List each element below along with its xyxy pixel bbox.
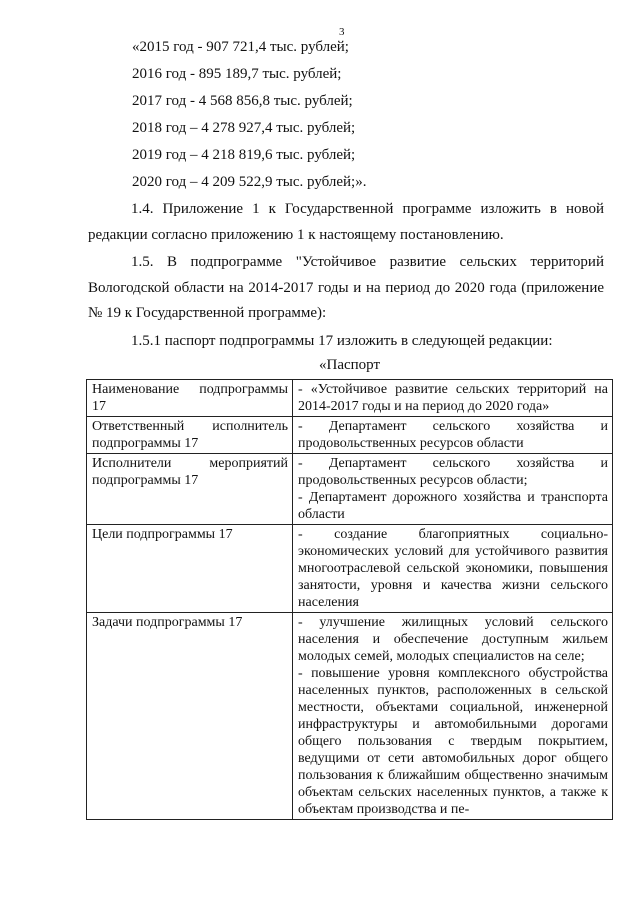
funding-year-2018: 2018 год – 4 278 927,4 тыс. рублей; [132, 120, 356, 136]
row-value-name: - «Устойчивое развитие сельских территорий на 2014-2017 годы и на период до 2020 года» [293, 380, 613, 417]
row-value-tasks [293, 613, 613, 820]
row-value-executors [293, 454, 613, 525]
paragraph-1-5-1-text: 1.5.1 паспорт подпрограммы 17 изложить в следующей редакции: [131, 333, 553, 349]
table-row [87, 525, 613, 613]
paragraph-1-4 [88, 197, 604, 248]
tasks-item-2: - повышение уровня комплексного обустройства населенных пунктов, расположенных в сельской местности, объектами социальной, инженерной инфраструктуры и автомобильными дорогами общего пользования с твердым покрытием, ведущими от сети автомобильных дорог общего пользования к ближайшим общественно значимым объектам сельских населенных пунктов, а также к объектам производства и пе- [298, 666, 608, 817]
funding-year-2016: 2016 год - 895 189,7 тыс. рублей; [132, 66, 342, 82]
funding-year-2019: 2019 год – 4 218 819,6 тыс. рублей; [132, 147, 356, 163]
row-value-responsible: - Департамент сельского хозяйства и продовольственных ресурсов области [293, 417, 613, 454]
table-row [87, 613, 613, 820]
funding-year-2020: 2020 год – 4 209 522,9 тыс. рублей;». [132, 174, 367, 190]
row-value-goals: - создание благоприятных социально-экономических условий для устойчивого развития многоотраслевой сельской экономики, повышения занятости, уровня и качества жизни сельского населения [293, 525, 613, 613]
table-row [87, 417, 613, 454]
row-label-tasks: Задачи подпрограммы 17 [87, 613, 293, 820]
paragraph-1-4-text: 1.4. Приложение 1 к Государственной программе изложить в новой редакции согласно приложению 1 к настоящему постановлению. [88, 201, 604, 243]
executors-item-1: - Департамент сельского хозяйства и продовольственных ресурсов области; [298, 456, 608, 488]
row-label-responsible: Ответственный исполнитель подпрограммы 17 [87, 417, 293, 454]
table-row [87, 380, 613, 417]
funding-year-2017: 2017 год - 4 568 856,8 тыс. рублей; [132, 93, 353, 109]
paragraph-1-5 [88, 250, 604, 327]
tasks-item-1: - улучшение жилищных условий сельского населения и обеспечение доступным жильем молодых семей, молодых специалистов на селе; [298, 615, 608, 664]
paragraph-1-5-1 [88, 329, 604, 355]
page-number: 3 [339, 26, 345, 38]
passport-table [86, 379, 613, 820]
paragraph-1-5-text: 1.5. В подпрограмме "Устойчивое развитие сельских территорий Вологодской области на 2014-2017 годы и на период до 2020 года (приложение № 19 к Государственной программе): [88, 254, 604, 322]
table-row [87, 454, 613, 525]
row-label-goals: Цели подпрограммы 17 [87, 525, 293, 613]
row-label-name: Наименование подпрограммы 17 [87, 380, 293, 417]
executors-item-2: - Департамент дорожного хозяйства и транспорта области [298, 490, 608, 522]
row-label-executors: Исполнители мероприятий подпрограммы 17 [87, 454, 293, 525]
funding-year-2015: «2015 год - 907 721,4 тыс. рублей; [132, 39, 349, 55]
passport-title: «Паспорт [319, 357, 381, 373]
